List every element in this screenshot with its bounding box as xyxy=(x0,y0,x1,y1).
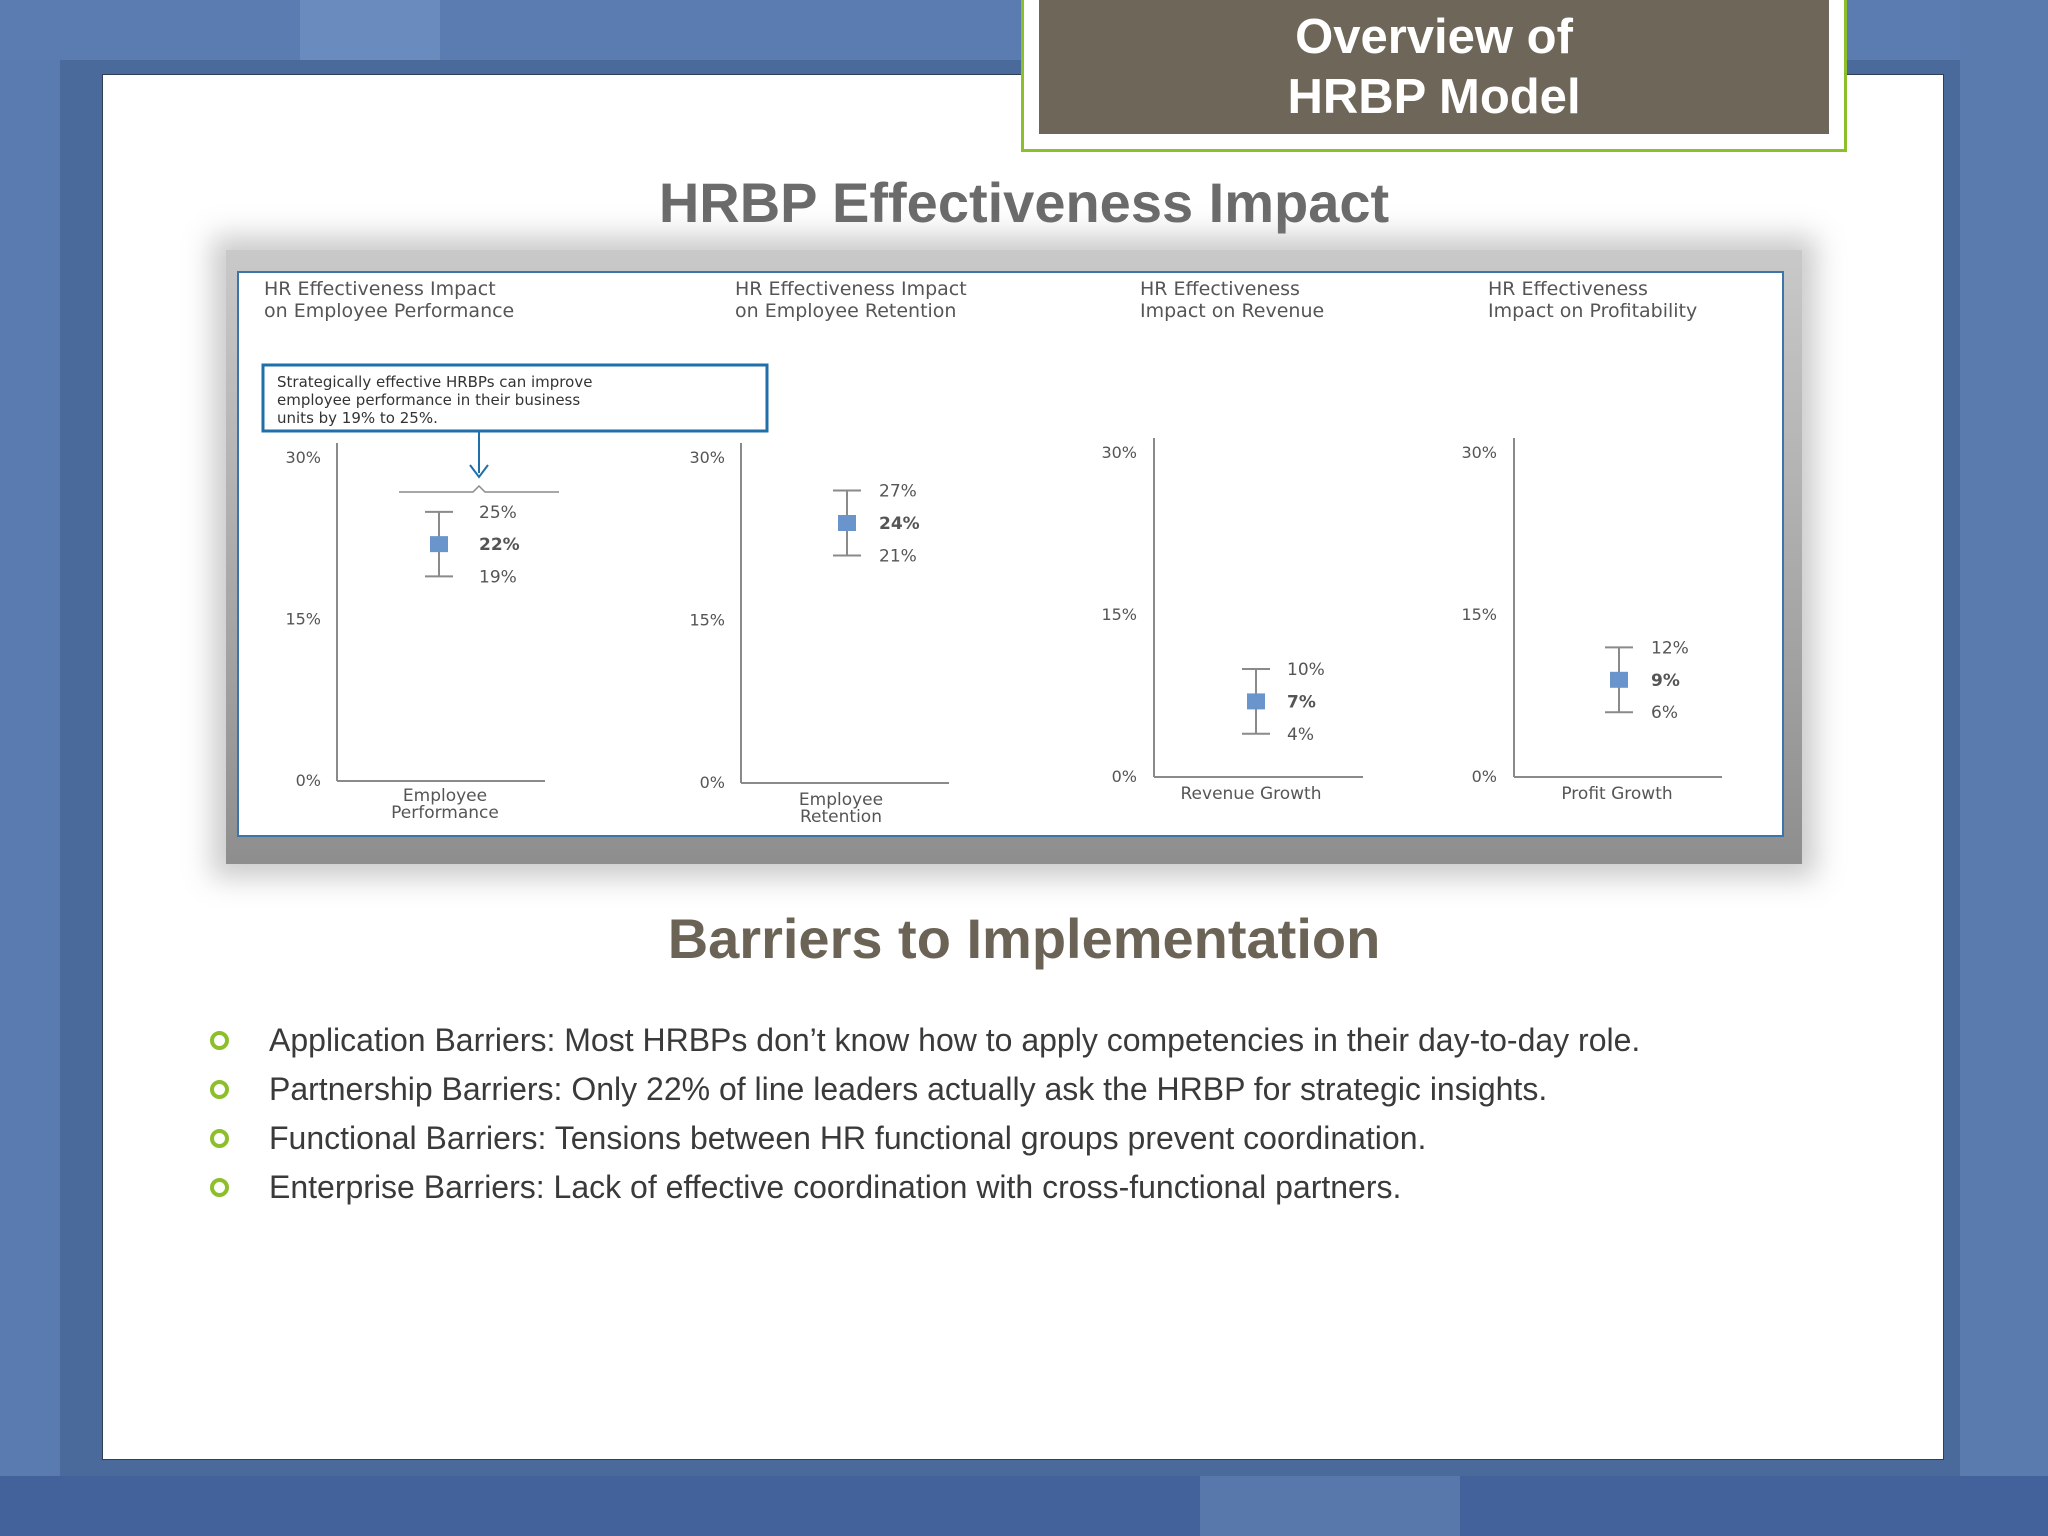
data-point-marker xyxy=(1247,693,1265,709)
x-axis-label: Revenue Growth xyxy=(1180,784,1322,804)
list-item xyxy=(206,1016,1966,1065)
y-tick-label: 15% xyxy=(689,610,725,630)
bullet-text: Enterprise Barriers: Lack of effective coordination with cross-functional partners. xyxy=(269,1169,1402,1205)
data-value-label: 27% xyxy=(879,481,917,502)
y-tick-label: 30% xyxy=(689,448,725,467)
y-tick-label: 30% xyxy=(285,448,321,467)
slide-title-panel xyxy=(1039,0,1829,134)
data-value-label: 9% xyxy=(1651,670,1680,691)
x-axis-label: Employee xyxy=(402,786,488,806)
bullet-text: Partnership Barriers: Only 22% of line leaders actually ask the HRBP for strategic insights. xyxy=(269,1071,1548,1107)
bullet-circle-icon xyxy=(210,1178,229,1197)
data-point-marker xyxy=(838,515,856,531)
list-item xyxy=(206,1163,1966,1212)
barriers-list xyxy=(206,1016,1966,1212)
chart-title-line: Impact on Profitability xyxy=(1488,300,1698,322)
section-heading-barriers: Barriers to Implementation xyxy=(667,907,1381,970)
data-value-label: 24% xyxy=(879,514,920,534)
bullet-circle-icon xyxy=(210,1129,229,1148)
bullet-text: Application Barriers: Most HRBPs don’t know how to apply competencies in their day-to-day role. xyxy=(269,1022,1641,1058)
data-value-label: 25% xyxy=(479,502,517,523)
y-tick-label: 15% xyxy=(1101,605,1137,624)
callout-text-line: units by 19% to 25%. xyxy=(277,409,438,427)
chart-title-line: HR Effectiveness xyxy=(1488,278,1648,300)
y-tick-label: 0% xyxy=(1111,767,1137,786)
y-tick-label: 30% xyxy=(1461,443,1497,462)
slide-title-line: Overview of xyxy=(1295,9,1573,64)
background-stripe xyxy=(1200,1476,1460,1536)
data-value-label: 6% xyxy=(1651,703,1678,724)
section-heading-impact: HRBP Effectiveness Impact xyxy=(658,171,1390,234)
bullet-circle-icon xyxy=(210,1080,229,1099)
data-point-marker xyxy=(1610,672,1628,688)
y-tick-label: 0% xyxy=(1471,767,1497,786)
chart-title-line: HR Effectiveness Impact xyxy=(735,278,967,300)
data-value-label: 4% xyxy=(1287,724,1314,745)
data-value-label: 12% xyxy=(1651,638,1689,659)
chart-title-line: on Employee Retention xyxy=(735,300,957,322)
chart-title-line: HR Effectiveness xyxy=(1140,278,1300,300)
bullet-circle-icon xyxy=(210,1031,229,1050)
list-item xyxy=(206,1065,1966,1114)
chart-title-line: on Employee Performance xyxy=(264,300,515,322)
data-value-label: 19% xyxy=(479,567,517,588)
x-axis-label: Employee xyxy=(798,790,884,810)
list-item xyxy=(206,1114,1966,1163)
data-value-label: 21% xyxy=(879,546,917,567)
callout-brace xyxy=(399,486,559,492)
background-stripe xyxy=(300,0,440,60)
x-axis-label: Profit Growth xyxy=(1561,784,1673,804)
chart-title-line: Impact on Revenue xyxy=(1140,300,1325,322)
slide-title-line: HRBP Model xyxy=(1287,69,1581,124)
data-value-label: 7% xyxy=(1287,692,1316,713)
y-tick-label: 0% xyxy=(295,771,321,790)
callout-text-line: employee performance in their business xyxy=(277,391,581,409)
y-tick-label: 30% xyxy=(1101,443,1137,462)
bullet-text: Functional Barriers: Tensions between HR functional groups prevent coordination. xyxy=(269,1120,1427,1156)
background-stripe xyxy=(0,1476,2048,1536)
y-tick-label: 15% xyxy=(285,609,321,629)
x-axis-label: Performance xyxy=(391,803,499,823)
data-value-label: 22% xyxy=(479,535,520,556)
chart-title-line: HR Effectiveness Impact xyxy=(264,278,496,300)
x-axis-label: Retention xyxy=(800,807,882,827)
data-value-label: 10% xyxy=(1287,660,1325,680)
data-point-marker xyxy=(430,536,448,552)
y-tick-label: 15% xyxy=(1461,605,1497,624)
y-tick-label: 0% xyxy=(699,773,725,792)
slide-title-box xyxy=(1021,0,1847,152)
charts-svg xyxy=(239,273,1782,835)
chart-frame xyxy=(237,271,1784,837)
callout-text-line: Strategically effective HRBPs can improve xyxy=(277,373,593,391)
